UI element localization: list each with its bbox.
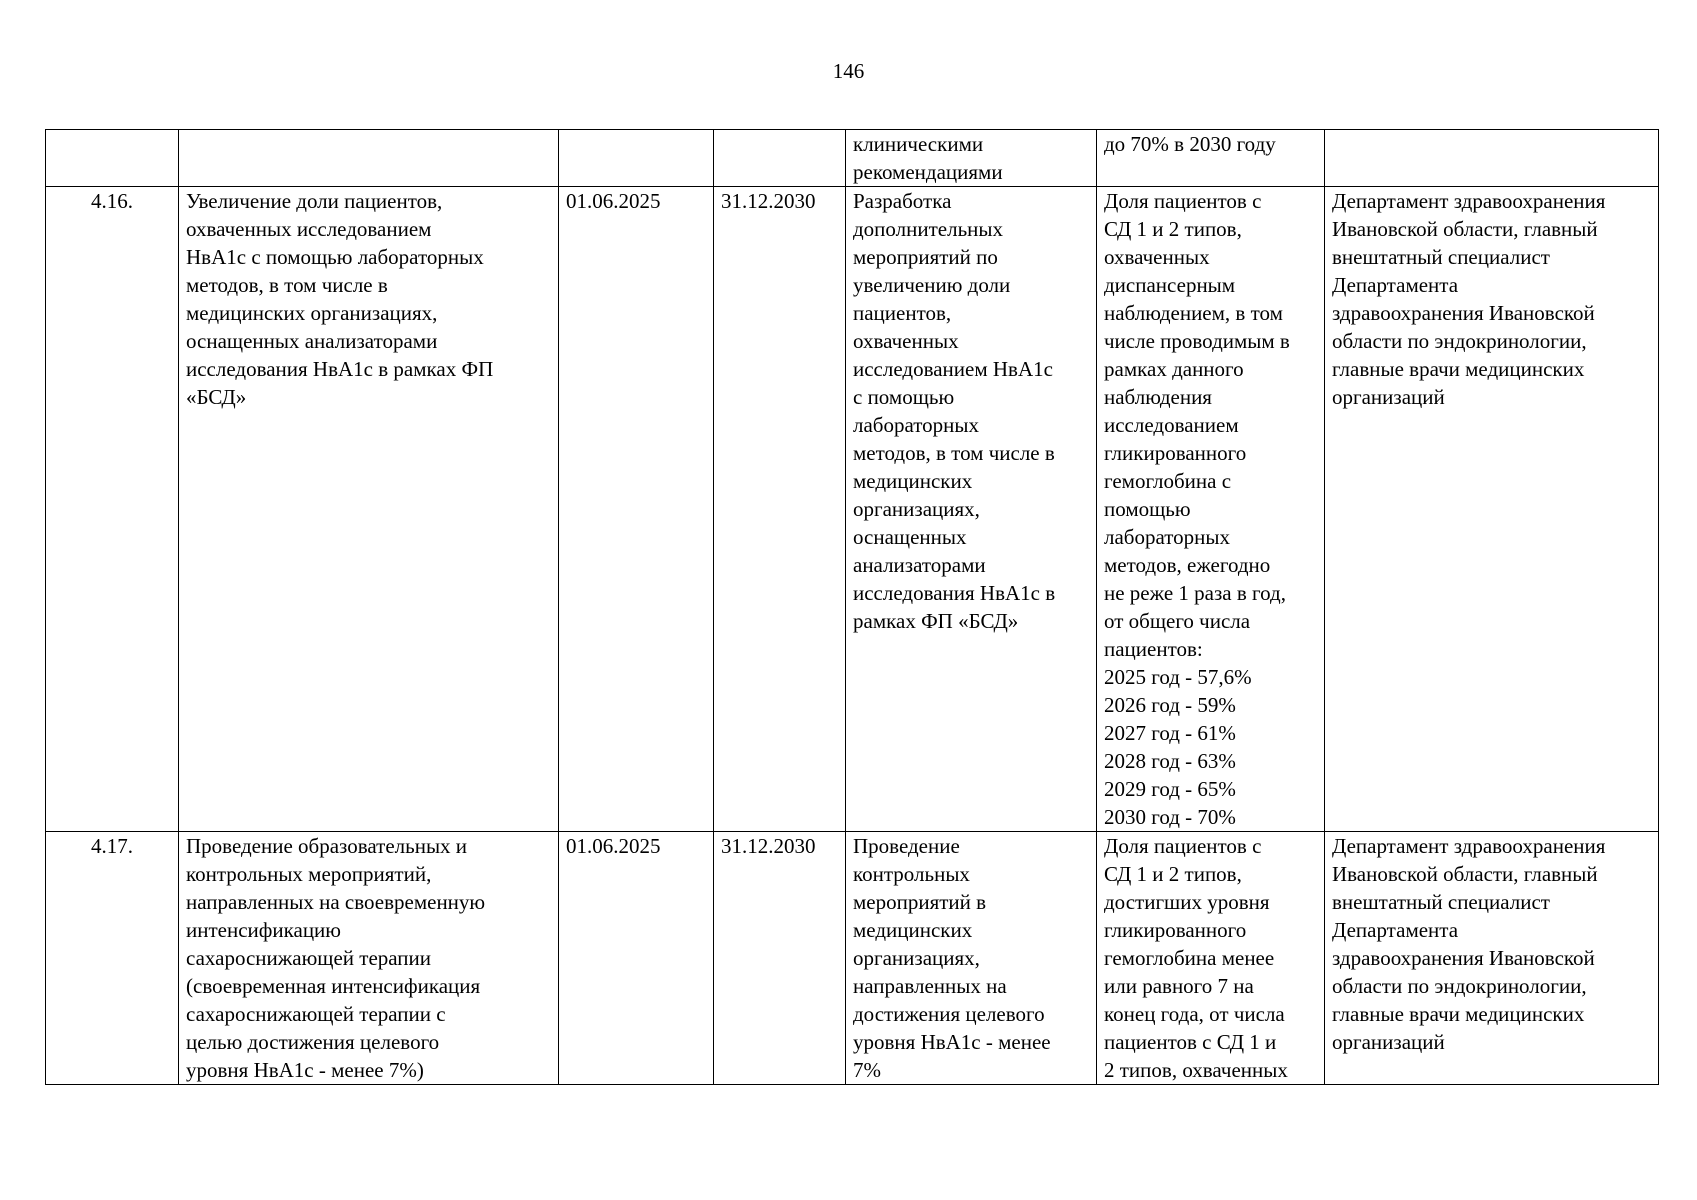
action-line: направленных на <box>853 974 1007 998</box>
indicator-line: пациентов с СД 1 и <box>1104 1030 1277 1054</box>
action-line: анализаторами <box>853 553 986 577</box>
event-line: (своевременная интенсификация <box>186 974 481 998</box>
action-line: медицинских <box>853 469 973 493</box>
table-row <box>46 187 1659 832</box>
event-cell <box>179 130 559 187</box>
event-line: медицинских организациях, <box>186 301 438 325</box>
event-line: исследования НвА1с в рамках ФП <box>186 357 494 381</box>
row-number-cell: 4.17. <box>46 832 179 1085</box>
event-line: интенсификацию <box>186 918 341 942</box>
indicator-line: от общего числа <box>1104 609 1251 633</box>
start-date-cell: 01.06.2025 <box>559 187 714 832</box>
indicator-line: 2 типов, охваченных <box>1104 1058 1288 1082</box>
indicator-line: 2025 год - 57,6% <box>1104 665 1252 689</box>
responsible-line: Департамента <box>1332 273 1459 297</box>
indicator-cell <box>1097 130 1325 187</box>
indicator-line: конец года, от числа <box>1104 1002 1285 1026</box>
indicator-line: или равного 7 на <box>1104 974 1254 998</box>
indicator-line: до 70% в 2030 году <box>1104 132 1276 156</box>
responsible-cell <box>1325 187 1659 832</box>
end-date-cell <box>714 130 846 187</box>
action-line: контрольных <box>853 862 970 886</box>
responsible-line: внештатный специалист <box>1332 245 1550 269</box>
responsible-line: главные врачи медицинских <box>1332 1002 1585 1026</box>
event-line: методов, в том числе в <box>186 273 388 297</box>
page-number: 146 <box>832 59 865 83</box>
event-line: направленных на своевременную <box>186 890 486 914</box>
indicator-cell <box>1097 832 1325 1085</box>
indicator-line: СД 1 и 2 типов, <box>1104 217 1242 241</box>
event-cell <box>179 187 559 832</box>
row-number-cell <box>46 130 179 187</box>
indicator-line: Доля пациентов с <box>1104 834 1262 858</box>
responsible-line: Департамент здравоохранения <box>1332 834 1606 858</box>
row-number-cell: 4.16. <box>46 187 179 832</box>
action-line: организациях, <box>853 497 980 521</box>
event-line: уровня НвА1с - менее 7%) <box>186 1058 424 1082</box>
measures-table <box>45 129 1659 1085</box>
indicator-line: гемоглобина менее <box>1104 946 1275 970</box>
event-line: Проведение образовательных и <box>186 834 468 858</box>
action-line: Проведение <box>853 834 960 858</box>
indicator-line: наблюдения <box>1104 385 1212 409</box>
action-line: дополнительных <box>853 217 1004 241</box>
event-line: сахароснижающей терапии <box>186 946 432 970</box>
action-line: достижения целевого <box>853 1002 1045 1026</box>
start-date-cell <box>559 130 714 187</box>
action-line: исследования НвА1с в <box>853 581 1056 605</box>
indicator-line: 2029 год - 65% <box>1104 777 1236 801</box>
indicator-line: 2027 год - 61% <box>1104 721 1236 745</box>
responsible-cell <box>1325 130 1659 187</box>
event-line: НвА1с с помощью лабораторных <box>186 245 484 269</box>
indicator-line: лабораторных <box>1104 525 1231 549</box>
responsible-line: Ивановской области, главный <box>1332 217 1598 241</box>
start-date-cell: 01.06.2025 <box>559 832 714 1085</box>
event-line: «БСД» <box>186 385 247 409</box>
indicator-line: гликированного <box>1104 441 1247 465</box>
table-row <box>46 130 1659 187</box>
indicator-line: гликированного <box>1104 918 1247 942</box>
event-line: охваченных исследованием <box>186 217 432 241</box>
indicator-line: рамках данного <box>1104 357 1244 381</box>
action-line: медицинских <box>853 918 973 942</box>
action-line: уровня НвА1с - менее <box>853 1030 1051 1054</box>
responsible-line: области по эндокринологии, <box>1332 329 1587 353</box>
action-line: лабораторных <box>853 413 980 437</box>
indicator-line: пациентов: <box>1104 637 1203 661</box>
indicator-line: охваченных <box>1104 245 1210 269</box>
event-line: Увеличение доли пациентов, <box>186 189 443 213</box>
action-cell <box>846 832 1097 1085</box>
action-line: увеличению доли <box>853 273 1011 297</box>
responsible-line: области по эндокринологии, <box>1332 974 1587 998</box>
event-line: оснащенных анализаторами <box>186 329 438 353</box>
action-line: пациентов, <box>853 301 952 325</box>
indicator-line: 2030 год - 70% <box>1104 805 1236 829</box>
indicator-line: наблюдением, в том <box>1104 301 1283 325</box>
indicator-line: гемоглобина с <box>1104 469 1232 493</box>
indicator-cell <box>1097 187 1325 832</box>
indicator-line: не реже 1 раза в год, <box>1104 581 1286 605</box>
indicator-line: Доля пациентов с <box>1104 189 1262 213</box>
event-cell <box>179 832 559 1085</box>
action-line: методов, в том числе в <box>853 441 1055 465</box>
indicator-line: исследованием <box>1104 413 1239 437</box>
indicator-line: 2028 год - 63% <box>1104 749 1236 773</box>
responsible-line: главные врачи медицинских <box>1332 357 1585 381</box>
action-line: 7% <box>853 1058 881 1082</box>
responsible-line: Ивановской области, главный <box>1332 862 1598 886</box>
action-line: рекомендациями <box>853 160 1003 184</box>
indicator-line: СД 1 и 2 типов, <box>1104 862 1242 886</box>
action-line: рамках ФП «БСД» <box>853 609 1019 633</box>
end-date-cell: 31.12.2030 <box>714 187 846 832</box>
end-date-cell: 31.12.2030 <box>714 832 846 1085</box>
indicator-line: помощью <box>1104 497 1191 521</box>
action-line: мероприятий в <box>853 890 987 914</box>
action-line: организациях, <box>853 946 980 970</box>
indicator-line: 2026 год - 59% <box>1104 693 1236 717</box>
indicator-line: диспансерным <box>1104 273 1236 297</box>
action-line: клиническими <box>853 132 984 156</box>
responsible-line: здравоохранения Ивановской <box>1332 946 1595 970</box>
table-row <box>46 832 1659 1085</box>
action-line: Разработка <box>853 189 952 213</box>
responsible-line: Департамент здравоохранения <box>1332 189 1606 213</box>
responsible-line: здравоохранения Ивановской <box>1332 301 1595 325</box>
action-line: охваченных <box>853 329 959 353</box>
indicator-line: методов, ежегодно <box>1104 553 1271 577</box>
responsible-line: Департамента <box>1332 918 1459 942</box>
action-cell <box>846 130 1097 187</box>
action-line: оснащенных <box>853 525 967 549</box>
responsible-line: внештатный специалист <box>1332 890 1550 914</box>
responsible-line: организаций <box>1332 1030 1445 1054</box>
event-line: целью достижения целевого <box>186 1030 440 1054</box>
action-line: исследованием НвА1с <box>853 357 1053 381</box>
event-line: сахароснижающей терапии с <box>186 1002 446 1026</box>
action-cell <box>846 187 1097 832</box>
event-line: контрольных мероприятий, <box>186 862 432 886</box>
action-line: с помощью <box>853 385 955 409</box>
responsible-cell <box>1325 832 1659 1085</box>
responsible-line: организаций <box>1332 385 1445 409</box>
indicator-line: числе проводимым в <box>1104 329 1290 353</box>
indicator-line: достигших уровня <box>1104 890 1270 914</box>
action-line: мероприятий по <box>853 245 998 269</box>
